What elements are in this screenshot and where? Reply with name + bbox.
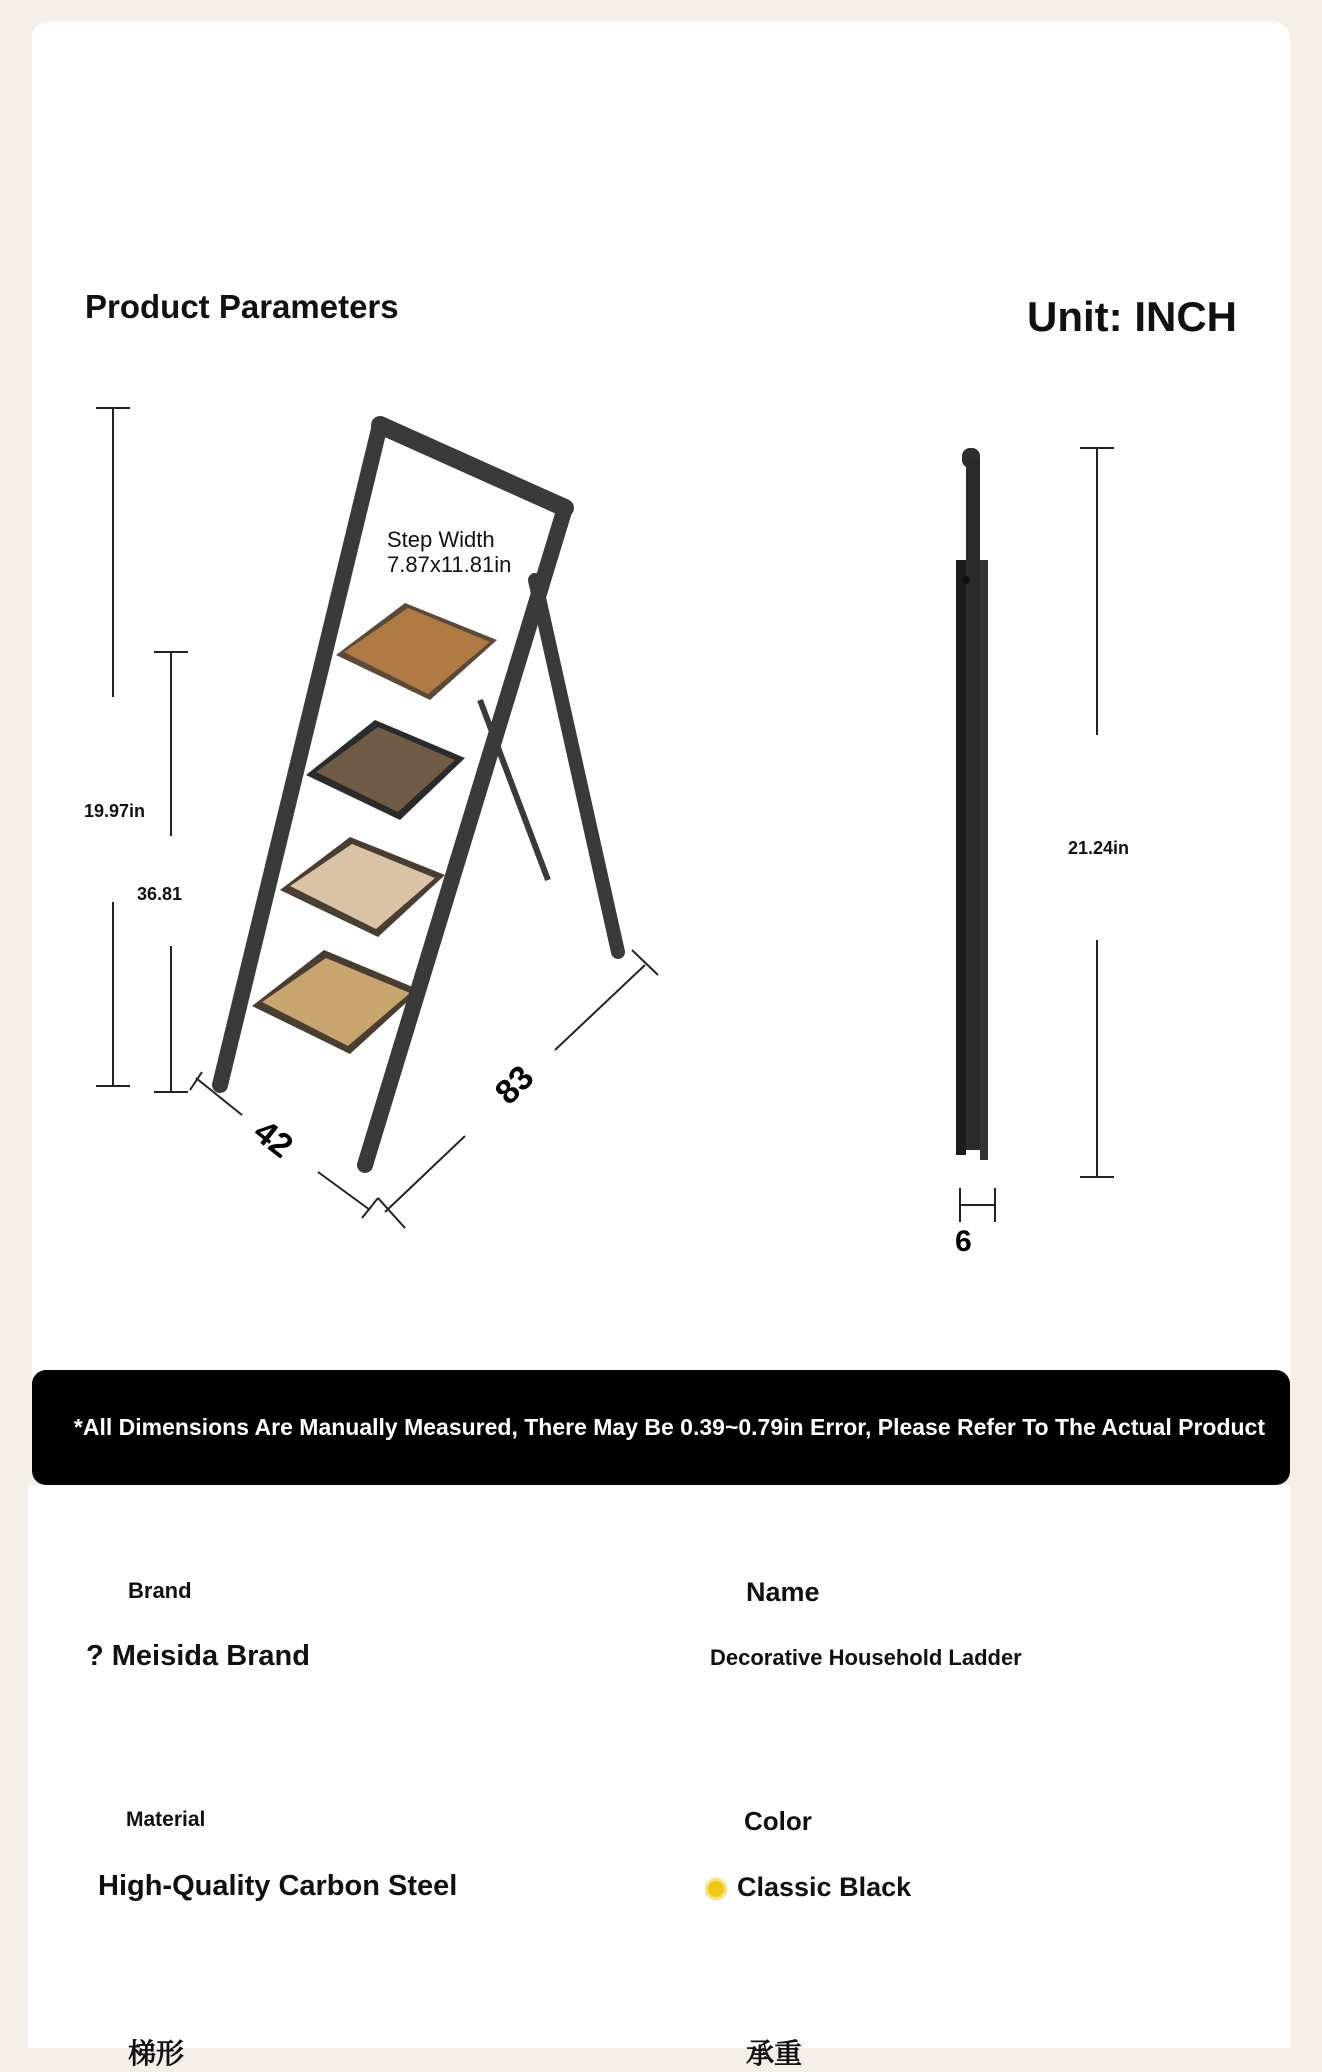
measurement-notice-banner	[32, 1370, 1290, 1485]
folded-height-label: 21.24in	[1068, 838, 1130, 858]
measurement-notice: *All Dimensions Are Manually Measured, There May Be 0.39~0.79in Error, Please Refer To The Actual Product	[73, 1414, 1265, 1440]
brand-label: Brand	[128, 1578, 192, 1603]
tread-4	[252, 950, 420, 1054]
tread-3	[280, 837, 445, 937]
step-width-callout	[387, 527, 511, 577]
style-label: 梯形	[128, 2038, 185, 2069]
folded-height-dimension	[1080, 448, 1114, 1177]
name-label: Name	[746, 1577, 820, 1607]
folded-depth-label: 6	[955, 1225, 972, 1258]
height-dimension-b	[154, 652, 188, 1092]
depth-label: 42	[246, 1112, 300, 1166]
flower-icon	[705, 1878, 727, 1900]
color-label: Color	[744, 1806, 812, 1836]
folded-depth-dimension	[960, 1188, 995, 1222]
step-width-label: Step Width	[387, 527, 495, 552]
material-label: Material	[126, 1808, 206, 1831]
tread-2	[306, 720, 465, 820]
brand-value: ? Meisida Brand	[86, 1640, 310, 1672]
folded-ladder	[956, 448, 988, 1160]
unit-label: Unit: INCH	[1027, 293, 1237, 340]
width-label: 83	[487, 1058, 542, 1112]
height-b-label: 36.81	[137, 884, 183, 904]
color-value: Classic Black	[737, 1872, 912, 1902]
page-title: Product Parameters	[85, 288, 399, 325]
height-dimension-a	[96, 408, 130, 1086]
spec-section	[28, 1485, 1290, 2048]
name-value: Decorative Household Ladder	[710, 1645, 1022, 1670]
weight-label: 承重	[746, 2038, 803, 2069]
height-a-label: 19.97in	[84, 801, 146, 821]
step-width-value: 7.87x11.81in	[387, 552, 512, 577]
tread-1	[336, 603, 497, 700]
color-value-row	[705, 1872, 911, 1903]
material-value: High-Quality Carbon Steel	[98, 1870, 458, 1902]
